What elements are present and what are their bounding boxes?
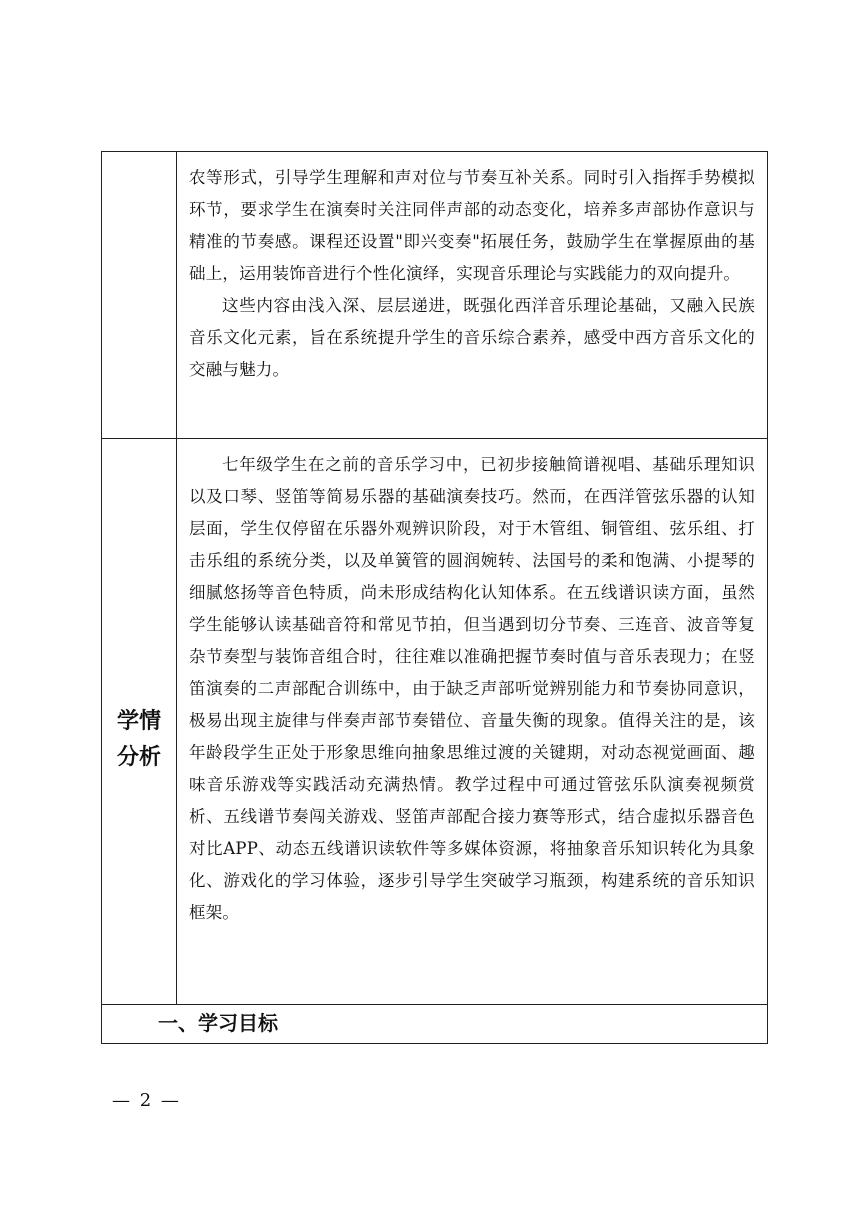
row-label-cell: [102, 152, 177, 439]
content-cell: [177, 439, 768, 1005]
row-label-cell: [102, 439, 177, 1005]
content-paragraph: 农等形式，引导学生理解和声对位与节奏互补关系。同时引入指挥手势模拟环节，要求学生在演奏时关注同伴声部的动态变化，培养多声部协作意识与精准的节奏感。课程还设置"即兴变奏"拓展任务，鼓励学生在掌握原曲的基础上，运用装饰音进行个性化演绎，实现音乐理论与实践能力的双向提升。: [189, 168, 755, 283]
page-number: — 2 —: [112, 1090, 181, 1111]
content-paragraph: 七年级学生在之前的音乐学习中，已初步接触简谱视唱、基础乐理知识以及口琴、竖笛等简易乐器的基础演奏技巧。然而，在西洋管弦乐器的认知层面，学生仅停留在乐器外观辨识阶段，对于木管组、铜管组、弦乐组、打击乐组的系统分类，以及单簧管的圆润婉转、法国号的柔和饱满、小提琴的细腻悠扬等音色特质，尚未形成结构化认知体系。在五线谱识读方面，虽然学生能够认读基础音符和常见节拍，但当遇到切分节奏、三连音、波音等复杂节奏型与装饰音组合时，往往难以准确把握节奏时值与音乐表现力；在竖笛演奏的二声部配合训练中，由于缺乏声部听觉辨别能力和节奏协同意识，极易出现主旋律与伴奏声部节奏错位、音量失衡的现象。值得关注的是，该年龄段学生正处于形象思维向抽象思维过渡的关键期，对动态视觉画面、趣味音乐游戏等实践活动充满热情。教学过程中可通过管弦乐队演奏视频赏析、五线谱节奏闯关游戏、竖笛声部配合接力赛等形式，结合虚拟乐器音色对比APP、动态五线谱识读软件等多媒体资源，将抽象音乐知识转化为具象化、游戏化的学习体验，逐步引导学生突破学习瓶颈，构建系统的音乐知识框架。: [189, 455, 755, 922]
learner-analysis-row: [102, 439, 768, 1005]
lesson-plan-table: [101, 151, 768, 1044]
row-label: 学情分析: [116, 708, 161, 770]
learning-objectives-row: [102, 1005, 768, 1044]
section-heading-cell: [102, 1005, 768, 1044]
content-cell: [177, 152, 768, 439]
teaching-content-row: [102, 152, 768, 439]
content-paragraph: 这些内容由浅入深、层层递进，既强化西洋音乐理论基础，又融入民族音乐文化元素，旨在系统提升学生的音乐综合素养，感受中西方音乐文化的交融与魅力。: [189, 296, 755, 379]
section-heading: 一、学习目标: [158, 1011, 278, 1035]
